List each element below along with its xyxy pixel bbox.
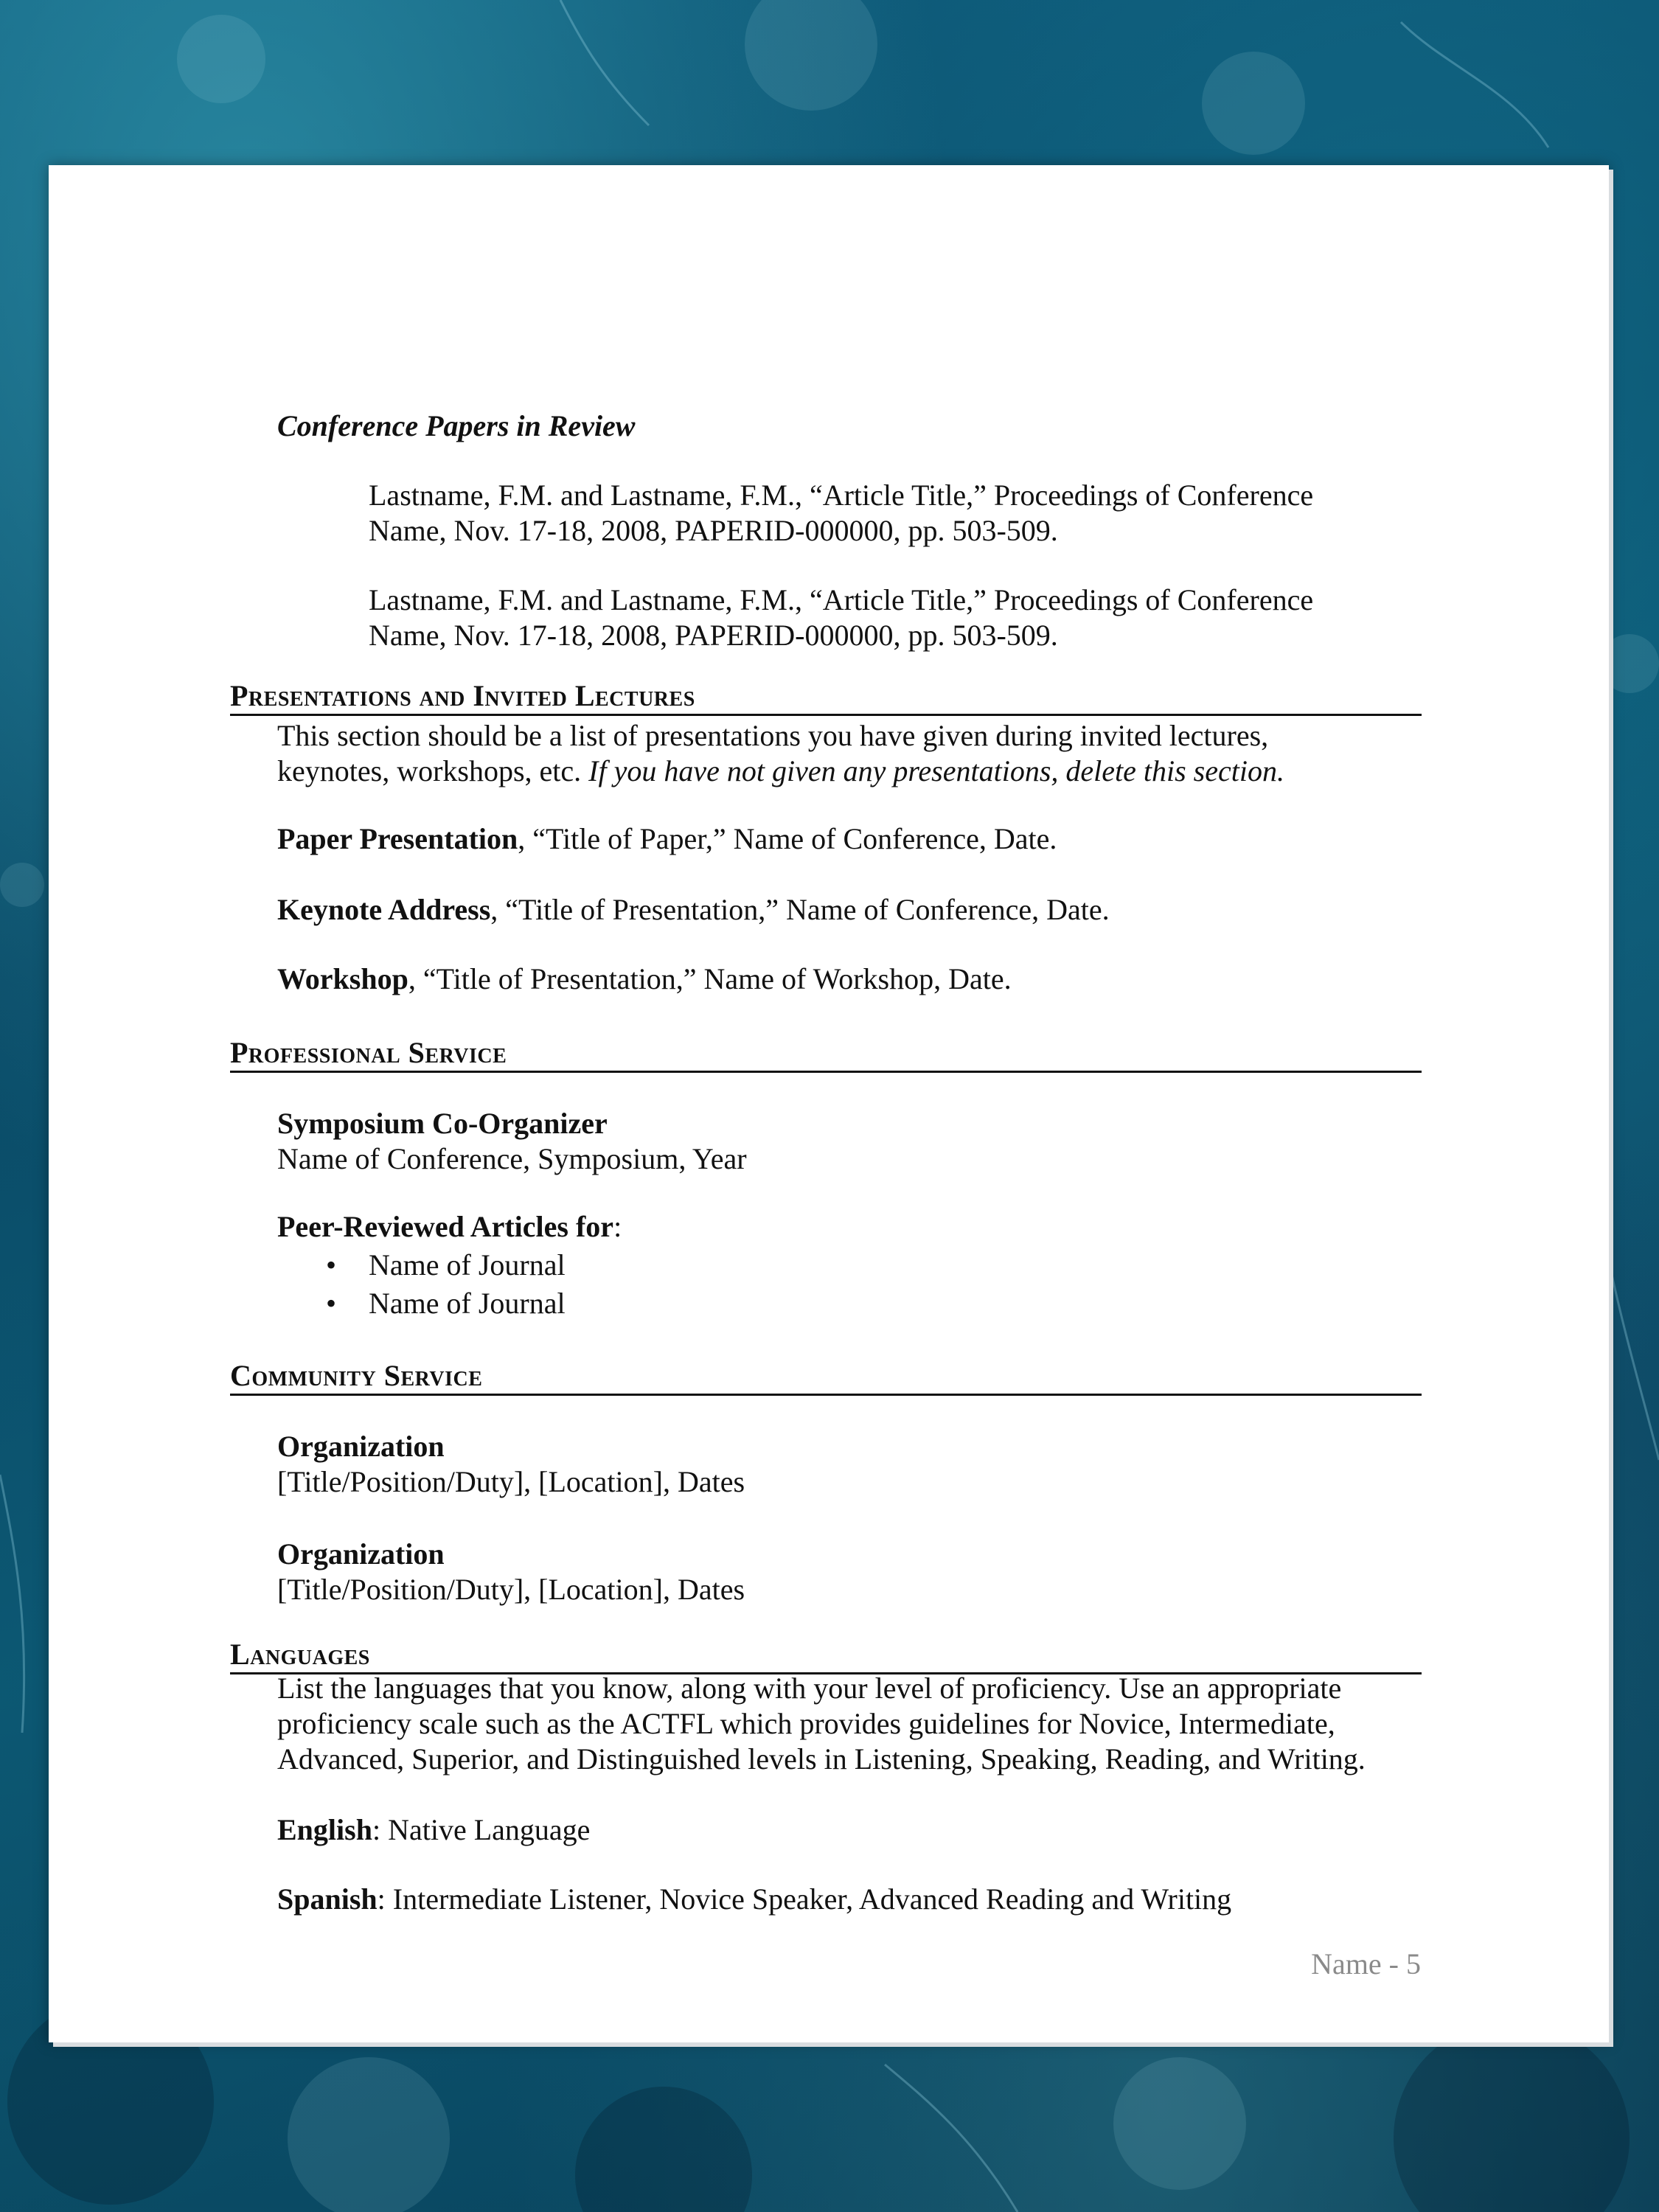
organization-detail: [Title/Position/Duty], [Location], Dates [277, 1465, 745, 1498]
bullet-icon: • [326, 1248, 337, 1281]
presentation-details: , “Title of Presentation,” Name of Workshop, Date. [408, 962, 1012, 995]
journal-name: Name of Journal [369, 1287, 566, 1320]
organization-label: Organization [277, 1430, 445, 1463]
presentation-item [277, 961, 1012, 997]
document-page [49, 165, 1609, 2042]
citation-line: Name, Nov. 17-18, 2008, PAPERID-000000, pp. 503-509. [369, 619, 1058, 652]
presentations-intro: This section should be a list of presentations you have given during invited lectures, [277, 719, 1269, 752]
language-name: Spanish [277, 1882, 378, 1916]
organization-name [277, 1429, 445, 1464]
language-level: : Native Language [372, 1813, 591, 1846]
journal-name: Name of Journal [369, 1248, 566, 1281]
organizer-role: Symposium Co-Organizer [277, 1107, 608, 1140]
journal-list-item [326, 1286, 566, 1321]
presentation-type: Paper Presentation [277, 822, 518, 855]
presentation-item [277, 892, 1110, 928]
peer-review-colon: : [613, 1210, 622, 1243]
organizer-detail: Name of Conference, Symposium, Year [277, 1142, 747, 1175]
page-number-footer: Name - 5 [1311, 1947, 1421, 1980]
peer-review-label [277, 1209, 622, 1245]
section-title-languages: Languages [230, 1638, 1422, 1674]
organization-detail: [Title/Position/Duty], [Location], Dates [277, 1573, 745, 1606]
organizer-label [277, 1106, 608, 1141]
bullet-icon: • [326, 1287, 337, 1320]
presentation-details: , “Title of Paper,” Name of Conference, Date. [518, 822, 1057, 855]
conference-review-heading: Conference Papers in Review [277, 409, 636, 442]
language-name: English [277, 1813, 372, 1846]
peer-review-heading: Peer-Reviewed Articles for [277, 1210, 614, 1243]
languages-intro: List the languages that you know, along with your level of proficiency. Use an appropriate [277, 1672, 1342, 1705]
section-title-community-service: Community Service [230, 1360, 1422, 1396]
organization-name [277, 1537, 445, 1572]
presentation-details: , “Title of Presentation,” Name of Conference, Date. [490, 893, 1110, 926]
organization-label: Organization [277, 1537, 445, 1571]
presentations-intro [277, 754, 1284, 789]
citation-line: Lastname, F.M. and Lastname, F.M., “Article Title,” Proceedings of Conference [369, 583, 1314, 616]
languages-intro: proficiency scale such as the ACTFL which provides guidelines for Novice, Intermediate, [277, 1707, 1335, 1740]
languages-intro: Advanced, Superior, and Distinguished levels in Listening, Speaking, Reading, and Writing. [277, 1742, 1366, 1775]
language-item [277, 1882, 1231, 1917]
presentation-item [277, 821, 1057, 857]
journal-list-item [326, 1248, 566, 1283]
section-title-presentations: Presentations and Invited Lectures [230, 680, 1422, 716]
section-title-professional-service: Professional Service [230, 1037, 1422, 1073]
citation-line: Name, Nov. 17-18, 2008, PAPERID-000000, pp. 503-509. [369, 514, 1058, 547]
presentation-type: Workshop [277, 962, 408, 995]
citation-line: Lastname, F.M. and Lastname, F.M., “Article Title,” Proceedings of Conference [369, 479, 1314, 512]
language-level: : Intermediate Listener, Novice Speaker, Advanced Reading and Writing [377, 1882, 1232, 1916]
presentations-intro-plain: keynotes, workshops, etc. [277, 754, 589, 787]
language-item [277, 1812, 590, 1848]
presentation-type: Keynote Address [277, 893, 491, 926]
presentations-intro-italic: If you have not given any presentations, delete this section. [588, 754, 1284, 787]
